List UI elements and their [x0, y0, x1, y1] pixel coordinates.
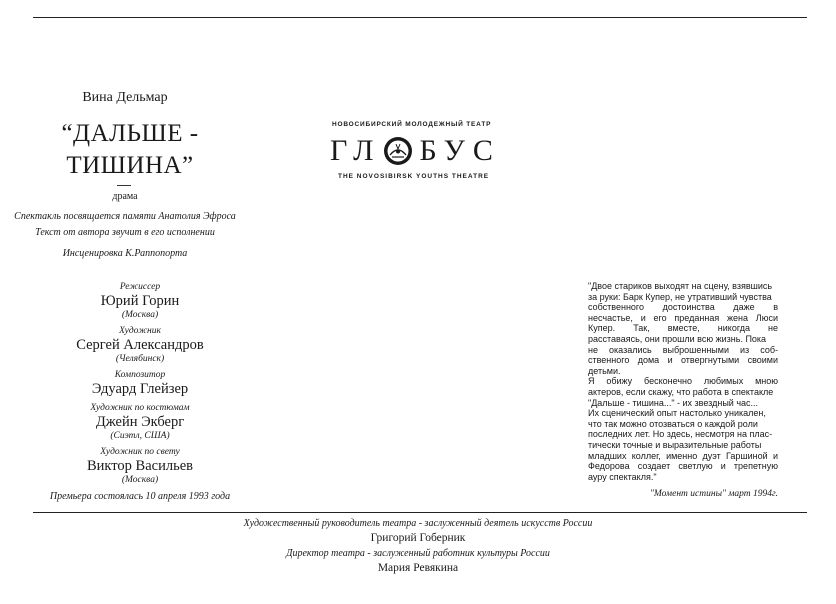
quote-line: тически точные и выразительные работы [588, 439, 762, 450]
globe-icon [383, 136, 413, 166]
top-rule [33, 17, 807, 18]
quote-line: ственного дома и отвергнутыми своими [588, 355, 778, 366]
credit-name: Юрий Горин [100, 293, 180, 309]
quote-line: за руки: Барк Купер, не утративший чувства [588, 291, 772, 302]
credit-item [40, 403, 240, 442]
credit-name: Виктор Васильев [87, 458, 193, 474]
credit-name: Эдуард Глейзер [91, 381, 189, 397]
quote-line: расставаясь, они прошли всю жизнь. Пока [588, 333, 767, 344]
quote-line: "Дальше - тишина..." - их звездный час... [588, 397, 759, 408]
credit-item [40, 447, 240, 486]
quote-line: Их сценический опыт настолько уникален, [588, 408, 766, 419]
logo-caption-top: НОВОСИБИРСКИЙ МОЛОДЕЖНЫЙ ТЕАТР [332, 121, 492, 128]
quote-line: ауру спектакля." [588, 471, 657, 482]
quote-source: "Момент истины" март 1994г. [649, 489, 778, 499]
title-divider [117, 185, 131, 186]
adaptation: Инсценировка К.Раппопорта [62, 248, 188, 259]
author-text-note: Текст от автора звучит в его исполнении [35, 227, 215, 238]
quote-line: актеров, если скажу, что работа в спектакле [588, 386, 774, 397]
credit-item [40, 282, 240, 321]
logo-word-right: БУС [419, 134, 501, 167]
genre: драма [112, 191, 138, 202]
logo-caption-bottom: THE NOVOSIBIRSK YOUTHS THEATRE [338, 173, 490, 180]
credits-list [40, 282, 240, 491]
quote-line: детьми. [588, 365, 621, 376]
quote-line: Я обижу бесконечно любимых мною [588, 376, 778, 387]
quote-line: "Двое стариков выходят на сцену, взявшись [588, 281, 773, 291]
credit-name: Сергей Александров [76, 337, 204, 353]
credit-city: (Челябинск) [115, 354, 165, 364]
play-title [40, 118, 220, 182]
credit-role: Художник [119, 326, 161, 336]
credit-city: (Москва) [121, 475, 159, 485]
credit-role: Художник по свету [100, 447, 180, 457]
review-quote [588, 281, 778, 482]
credit-city: (Сиэтл, США) [110, 431, 170, 441]
play-title-line1: “ДАЛЬШЕ - [61, 120, 199, 147]
credit-role: Композитор [114, 370, 166, 380]
theatre-logo [330, 133, 501, 169]
quote-line: последних лет. Но здесь, несмотря на плас- [588, 429, 773, 440]
premiere-date: Премьера состоялась 10 апреля 1993 года [49, 491, 231, 502]
quote-line: Купер. Так, вместе, никогда не [588, 323, 778, 334]
credit-city: (Москва) [121, 310, 159, 320]
quote-line: что так можно отозваться о каждой роли [588, 418, 758, 429]
credit-item [40, 326, 240, 365]
credit-name: Джейн Экберг [95, 414, 185, 430]
credit-role: Режиссер [119, 282, 161, 292]
logo-word-left: ГЛ [330, 134, 382, 167]
dedication: Спектакль посвящается памяти Анатолия Эфроса [14, 211, 236, 222]
credit-item [40, 370, 240, 398]
author-name: Вина Дельмар [82, 90, 168, 105]
footer-artistic-director-title: Художественный руководитель театра - заслуженный деятель искусств России [243, 518, 593, 529]
quote-line: собственного достоинства даже в [588, 302, 778, 313]
quote-line: младших коллег, именно дуэт Гаршиной и [588, 450, 778, 461]
footer-artistic-director-name: Григорий Гоберник [370, 532, 466, 544]
credit-role: Художник по костюмам [90, 403, 190, 413]
quote-line: несчастье, и его преданная жена Люси [588, 312, 778, 323]
quote-line: не оказались выброшенными из соб- [588, 344, 778, 355]
quote-line: Федорова создает светлую и трепетную [588, 461, 778, 472]
footer-director-name: Мария Ревякина [377, 562, 459, 574]
play-title-line2: ТИШИНА” [66, 152, 194, 179]
footer-director-title: Директор театра - заслуженный работник культуры России [286, 548, 550, 559]
bottom-rule [33, 512, 807, 513]
